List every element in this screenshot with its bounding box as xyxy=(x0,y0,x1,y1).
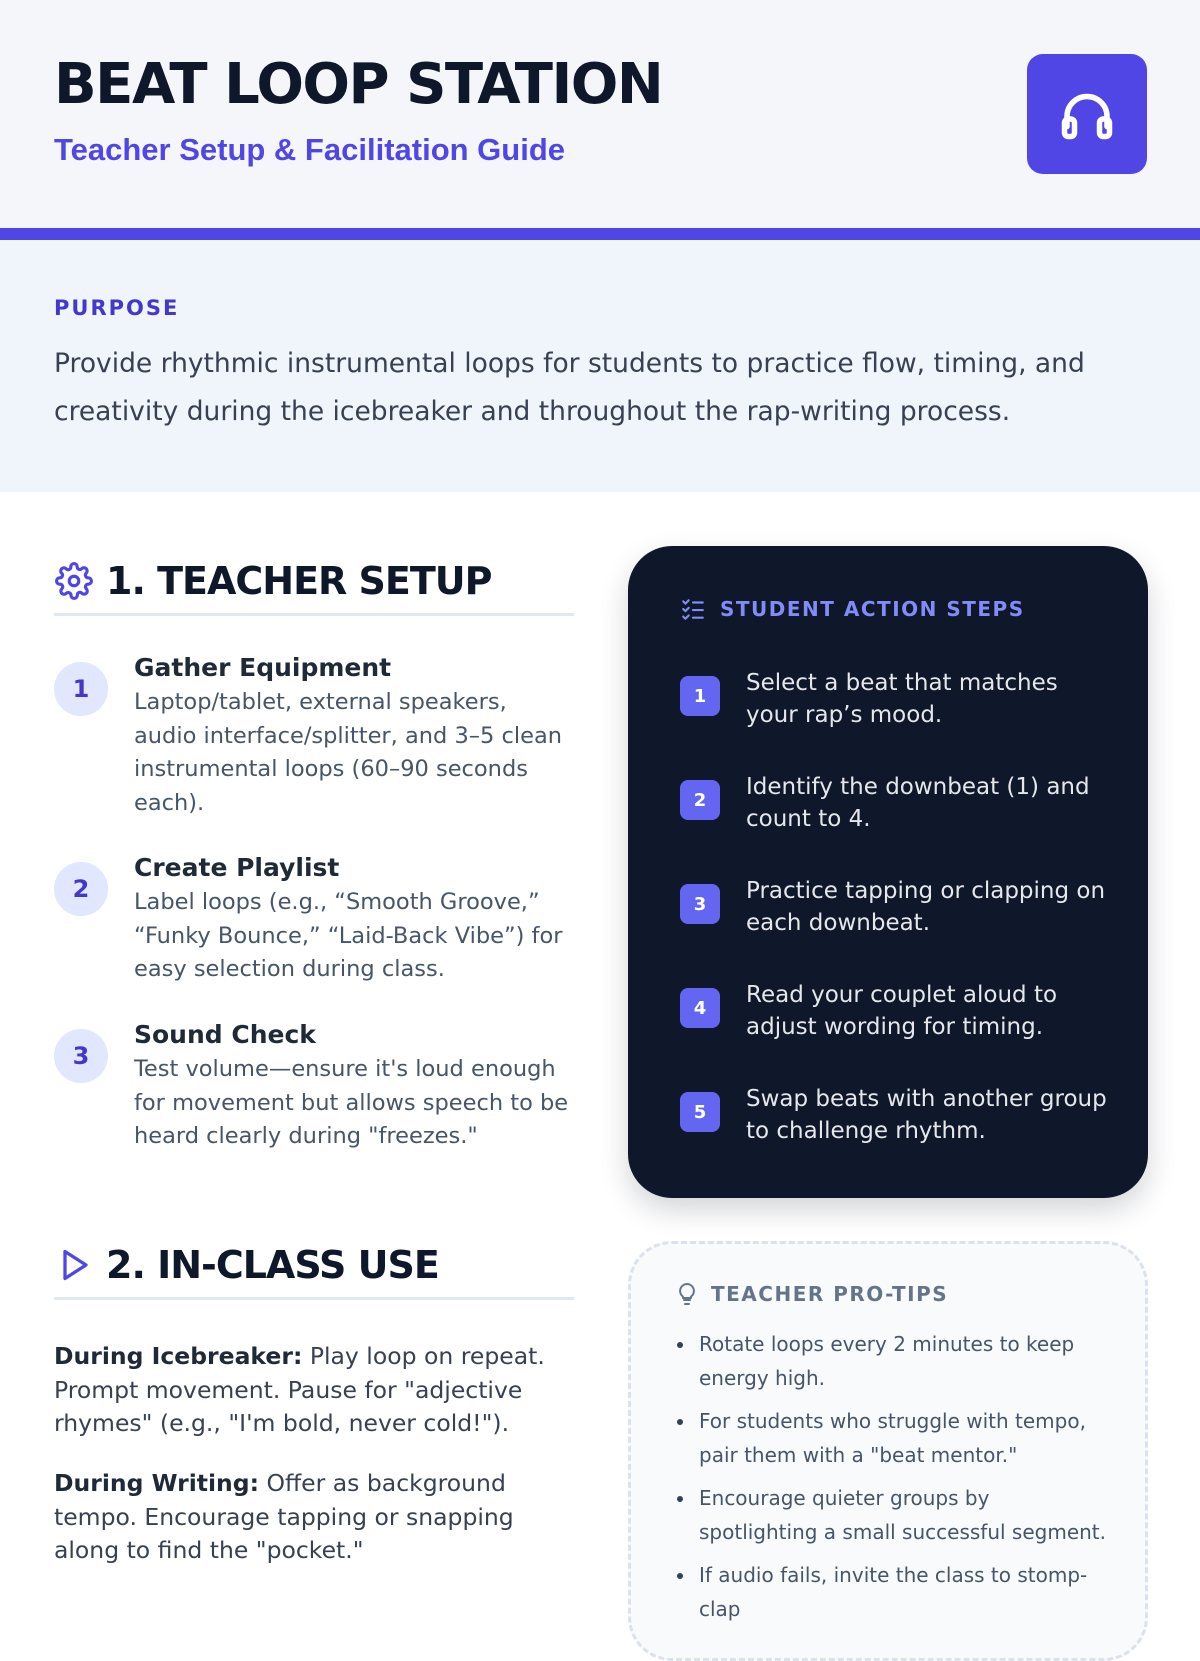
pro-tip-item: For students who struggle with tempo, pair them with a "beat mentor." xyxy=(673,1405,1113,1472)
action-step-number: 1 xyxy=(680,676,720,716)
action-step-text: Identify the downbeat (1) and count to 4. xyxy=(746,774,1090,832)
purpose-label: PURPOSE xyxy=(54,296,180,320)
icebreaker-lead: During Icebreaker: xyxy=(54,1342,303,1370)
action-step-number: 2 xyxy=(680,780,720,820)
pro-tips-label xyxy=(675,1282,948,1306)
writing-text: Offer as background tempo. Encourage tapping or snapping along to find the "pocket." xyxy=(54,1469,514,1564)
action-step-text: Practice tapping or clapping on each downbeat. xyxy=(746,878,1106,936)
writing-paragraph xyxy=(54,1467,574,1568)
step-description: Laptop/tablet, external speakers, audio interface/splitter, and 3–5 clean instrumental loops (60–90 seconds each). xyxy=(134,689,563,816)
pro-tips-label-text: TEACHER PRO-TIPS xyxy=(711,1282,949,1306)
action-step-number: 4 xyxy=(680,988,720,1028)
headphones-icon xyxy=(1057,84,1117,144)
checklist-icon xyxy=(680,596,706,622)
step-title: Sound Check xyxy=(134,1020,316,1049)
student-action-steps-card xyxy=(628,546,1148,1198)
setup-step xyxy=(54,1020,574,1159)
in-class-heading xyxy=(54,1232,574,1300)
action-step-text: Read your couplet aloud to adjust wording for timing. xyxy=(746,982,1058,1040)
action-step-number: 3 xyxy=(680,884,720,924)
in-class-heading-text: 2. IN-CLASS USE xyxy=(106,1242,439,1287)
step-description: Label loops (e.g., “Smooth Groove,” “Funky Bounce,” “Laid-Back Vibe”) for easy selection during class. xyxy=(134,889,563,982)
page-title: BEAT LOOP STATION xyxy=(54,52,663,117)
play-icon xyxy=(54,1245,94,1285)
page-subtitle: Teacher Setup & Facilitation Guide xyxy=(54,132,566,167)
step-number-badge: 3 xyxy=(54,1029,108,1083)
gear-icon xyxy=(54,561,94,601)
teacher-pro-tips-card xyxy=(628,1241,1148,1661)
action-step-number: 5 xyxy=(680,1092,720,1132)
action-step-text: Swap beats with another group to challenge rhythm. xyxy=(746,1086,1107,1144)
step-number-badge: 2 xyxy=(54,862,108,916)
header-divider xyxy=(0,228,1200,240)
icebreaker-paragraph xyxy=(54,1340,574,1441)
action-steps-label-text: STUDENT ACTION STEPS xyxy=(720,597,1025,621)
setup-step xyxy=(54,853,574,992)
logo-tile xyxy=(1027,54,1147,174)
action-steps-label xyxy=(680,596,1025,622)
pro-tips-list xyxy=(673,1328,1113,1636)
pro-tip-item: If audio fails, invite the class to stomp-clap xyxy=(673,1559,1113,1626)
step-number-badge: 1 xyxy=(54,662,108,716)
step-title: Gather Equipment xyxy=(134,653,392,682)
icebreaker-text: Play loop on repeat. Prompt movement. Pause for "adjective rhymes" (e.g., "I'm bold, never cold!"). xyxy=(54,1342,545,1437)
pro-tip-item: Encourage quieter groups by spotlighting a small successful segment. xyxy=(673,1482,1113,1549)
setup-heading-text: 1. TEACHER SETUP xyxy=(106,558,492,603)
step-title: Create Playlist xyxy=(134,853,340,882)
step-description: Test volume—ensure it's loud enough for movement but allows speech to be heard clearly during "freezes." xyxy=(134,1056,569,1149)
purpose-text: Provide rhythmic instrumental loops for students to practice flow, timing, and creativity during the icebreaker and throughout the rap-writing process. xyxy=(54,348,1085,427)
header xyxy=(0,0,1200,228)
pro-tip-item: Rotate loops every 2 minutes to keep energy high. xyxy=(673,1328,1113,1395)
action-step-text: Select a beat that matches your rap’s mood. xyxy=(746,670,1058,728)
setup-heading xyxy=(54,548,574,616)
lightbulb-icon xyxy=(675,1282,699,1306)
setup-step xyxy=(54,653,574,822)
writing-lead: During Writing: xyxy=(54,1469,260,1497)
purpose-section xyxy=(0,240,1200,492)
